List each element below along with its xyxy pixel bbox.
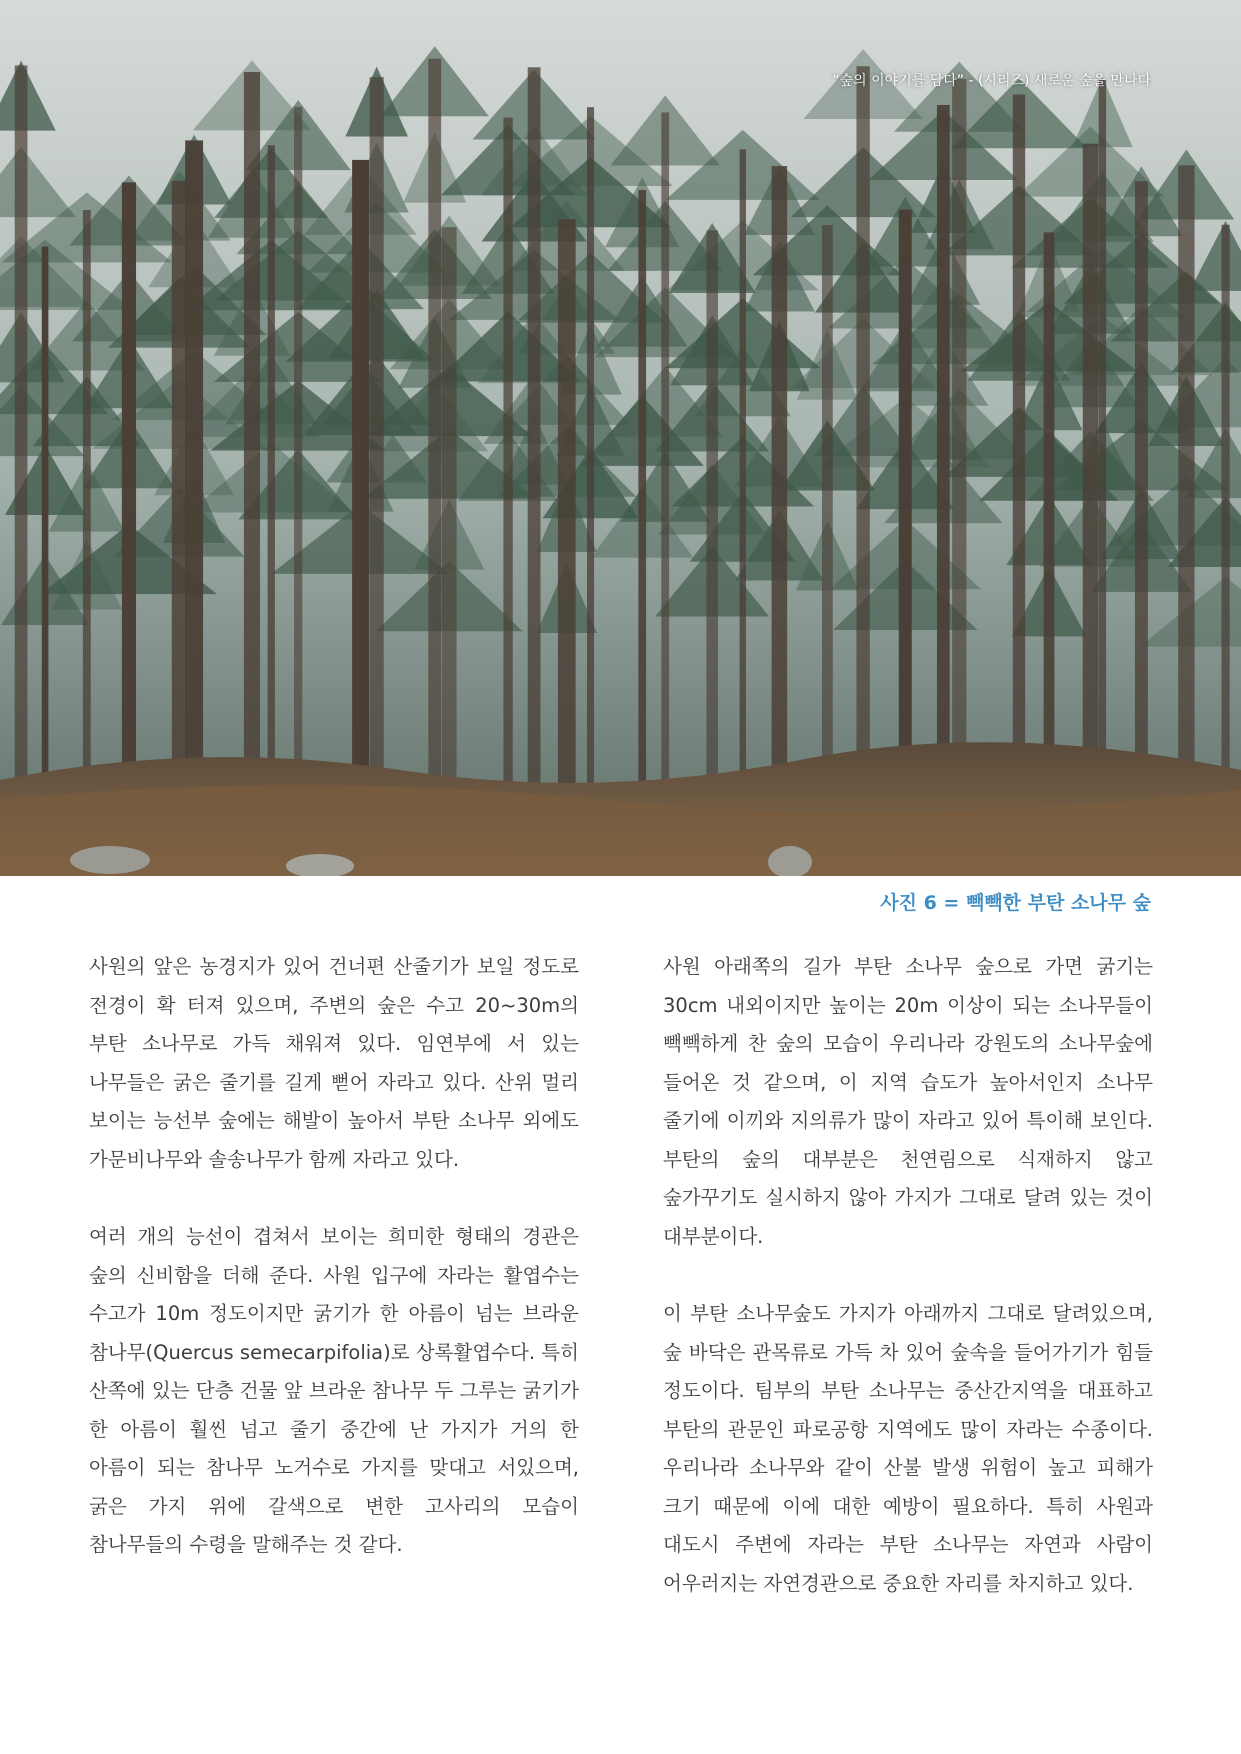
- pine-trunk: [856, 66, 869, 820]
- pine-trunk: [185, 140, 203, 820]
- pine-trunk: [172, 181, 187, 820]
- paragraph: 이 부탄 소나무숲도 가지가 아래까지 그대로 달려있으며, 숲 바닥은 관목류로 가득 차 있어 숲속을 들어가기가 힘들 정도이다. 팀부의 부탄 소나무는 중산간지역을 대표하고 부탄의 관문인 파로공항 지역에도 많이 자라는 수종이다. 우리나라 소나무와 같이 산불 발생 위험이 높고 피해가 크기 때문에 이에 대한 예방이 필요하다. 특히 사원과 대도시 주변에 자라는 부탄 소나무는 자연과 사람이 어우러지는 자연경관으로 중요한 자리를 차지하고 있다.: [663, 1302, 1153, 1595]
- pine-trunk: [1013, 95, 1025, 820]
- pine-trunk: [503, 118, 512, 820]
- pine-trunk: [899, 210, 912, 820]
- pine-trunk: [294, 107, 302, 820]
- pine-trunk: [937, 105, 950, 820]
- pine-trunk: [706, 230, 718, 820]
- left-text-column: [89, 948, 579, 1604]
- pine-trunk: [740, 149, 746, 820]
- pine-trunk: [268, 145, 275, 820]
- pine-trunk: [428, 59, 441, 820]
- pine-trunk: [442, 227, 457, 820]
- pine-trunk: [822, 225, 833, 820]
- pine-trunk: [370, 77, 384, 820]
- pine-trunk: [587, 107, 594, 820]
- pine-trunk: [1083, 144, 1099, 820]
- forest-photo: [0, 0, 1241, 876]
- pine-trunk: [15, 65, 28, 820]
- pine-trunk: [1099, 79, 1106, 820]
- paragraph: 여러 개의 능선이 겹쳐서 보이는 희미한 형태의 경관은 숲의 신비함을 더해 준다. 사원 입구에 자라는 활엽수는 수고가 10m 정도이지만 굵기가 한 아름이 넘는 브라운 참나무(Quercus semecarpifolia)로 상록활엽수다. 특히 산쪽에 있는 단층 건물 앞 브라운 참나무 두 그루는 굵기가 한 아름이 훨씬 넘고 줄기 중간에 난 가지가 거의 한 아름이 되는 참나무 노거수로 가지를 맞대고 서있으며, 굵은 가지 위에 갈색으로 변한 고사리의 모습이 참나무들의 수령을 말해주는 것 같다.: [89, 1225, 579, 1556]
- right-text-column: [663, 948, 1153, 1642]
- pine-trunk: [1221, 225, 1229, 820]
- pine-trunk: [1178, 165, 1194, 820]
- pine-trunk: [244, 72, 260, 820]
- series-header: “숲의 이야기를 담다” - (시리즈) 새로운 숲을 만나다: [832, 73, 1151, 89]
- pine-trunk: [772, 166, 788, 820]
- pine-forest-illustration: [0, 0, 1241, 876]
- photo-caption: 사진 6 = 빽빽한 부탄 소나무 숲: [880, 892, 1151, 914]
- pine-trunk: [952, 79, 966, 820]
- pine-trunk: [83, 210, 91, 820]
- pine-trunk: [661, 112, 669, 820]
- rock: [70, 846, 150, 874]
- pine-trunk: [1044, 232, 1055, 820]
- pine-trunk: [558, 219, 576, 820]
- paragraph: 사원 아래쪽의 길가 부탄 소나무 숲으로 가면 굵기는 30cm 내외이지만 높이는 20m 이상이 되는 소나무들이 빽빽하게 찬 숲의 모습이 우리나라 강원도의 소나무숲에 들어온 것 같으며, 이 지역 습도가 높아서인지 소나무 줄기에 이끼와 지의류가 많이 자라고 있어 특이해 보인다. 부탄의 숲의 대부분은 천연림으로 식재하지 않고 숲가꾸기도 실시하지 않아 가지가 그대로 달려 있는 것이 대부분이다.: [663, 955, 1153, 1248]
- pine-trunk: [1135, 181, 1148, 820]
- pine-trunk: [352, 160, 369, 820]
- paragraph: 사원의 앞은 농경지가 있어 건너편 산줄기가 보일 정도로 전경이 확 터져 있으며, 주변의 숲은 수고 20~30m의 부탄 소나무로 가득 채워져 있다. 임연부에 서 있는 나무들은 굵은 줄기를 길게 뻗어 자라고 있다. 산위 멀리 보이는 능선부 숲에는 해발이 높아서 부탄 소나무 외에도 가문비나무와 솔송나무가 함께 자라고 있다.: [89, 955, 579, 1171]
- pine-trunk: [638, 190, 646, 820]
- pine-trunk: [42, 247, 49, 820]
- pine-trunk: [528, 67, 541, 820]
- pine-trunk: [122, 182, 136, 820]
